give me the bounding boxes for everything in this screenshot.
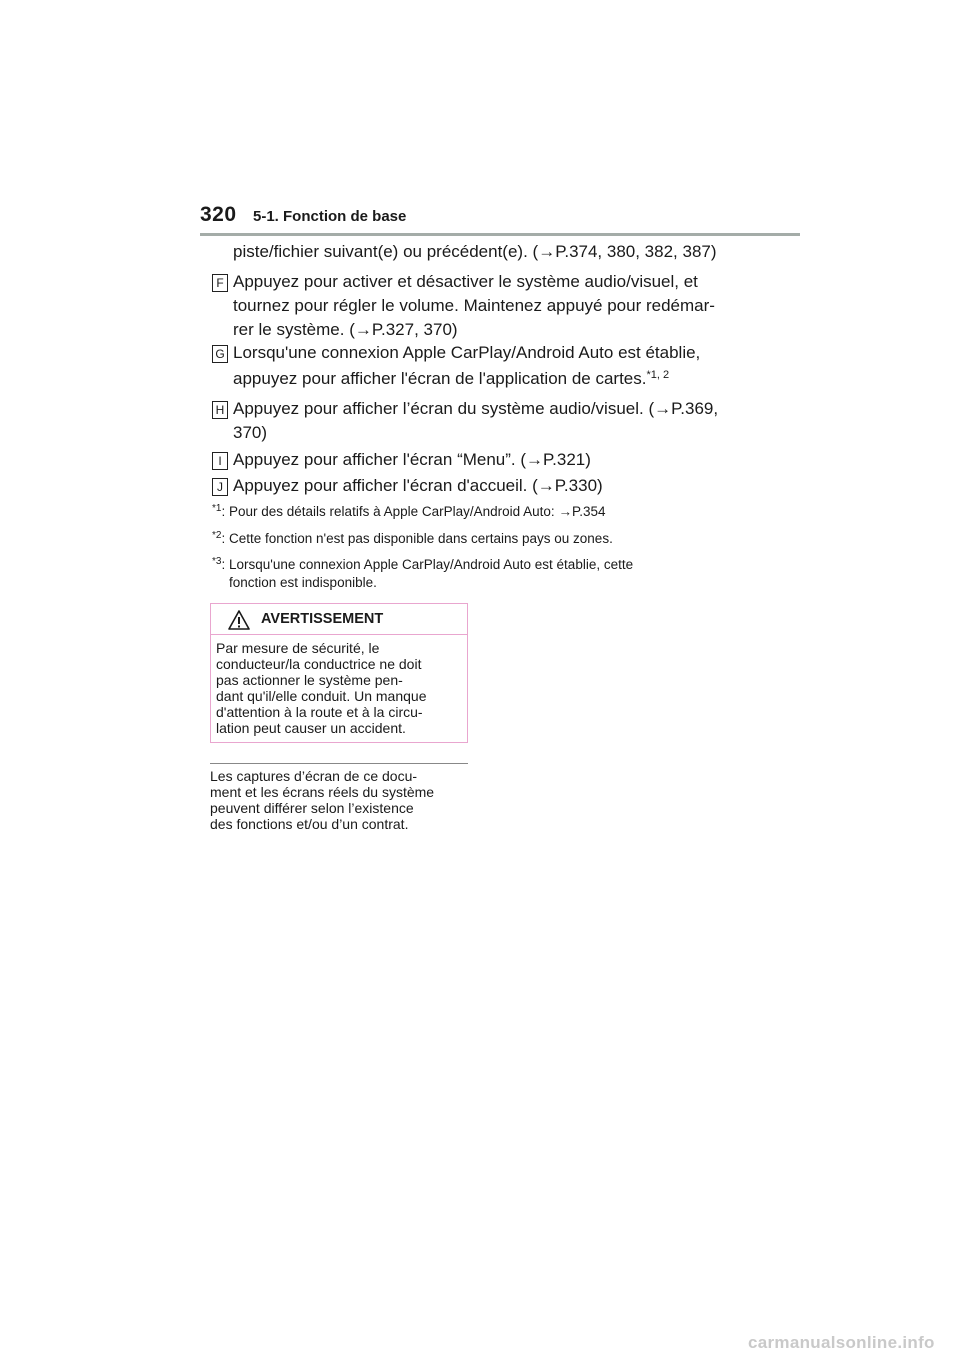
item-f-line-3: rer le système. (→P.327, 370) xyxy=(233,320,458,339)
item-label-h: H xyxy=(212,401,228,419)
continuation-text: piste/fichier suivant(e) ou précédent(e). (→P.374, 380, 382, 387) xyxy=(233,242,717,261)
item-f-line-2: tournez pour régler le volume. Maintenez appuyé pour redémar- xyxy=(233,296,715,315)
footnote-mark-2: $^{*2}$: xyxy=(212,530,226,546)
footnote-text-1 xyxy=(229,503,739,521)
footnote-text-2 xyxy=(229,530,739,548)
item-text-i xyxy=(233,448,763,472)
footnote-reference: *1, 2 xyxy=(646,369,670,381)
warning-triangle-icon xyxy=(228,610,250,630)
footnote-3-line-2: fonction est indisponible. xyxy=(229,575,377,590)
item-text-f xyxy=(233,270,763,342)
item-h-line-2: 370) xyxy=(233,423,268,442)
item-j-line-1: Appuyez pour afficher l'écran d'accueil. (→P.330) xyxy=(233,476,603,495)
warning-line-2: conducteur/la conductrice ne doit xyxy=(216,656,422,672)
item-g-line-2: appuyez pour afficher l'écran de l'application de cartes. xyxy=(233,369,647,388)
footnote-1-line-1: Pour des détails relatifs à Apple CarPlay/Android Auto: →P.354 xyxy=(229,504,606,519)
footnote-text-3 xyxy=(229,556,739,592)
footnote-3-line-1: Lorsqu'une connexion Apple CarPlay/Android Auto est établie, cette xyxy=(229,557,634,572)
note-line-2: ment et les écrans réels du système xyxy=(210,784,435,800)
note-text xyxy=(210,768,470,832)
warning-line-5: d'attention à la route et à la circu- xyxy=(216,704,423,720)
footnote-mark-3: $^{*3}$: xyxy=(212,556,226,572)
item-i-line-1: Appuyez pour afficher l'écran “Menu”. (→P.321) xyxy=(233,450,591,469)
footnote-mark-1: $^{*1}$: xyxy=(212,503,226,519)
item-text-h xyxy=(233,397,763,445)
item-h-line-1: Appuyez pour afficher l’écran du système audio/visuel. (→P.369, xyxy=(233,399,719,418)
warning-line-1: Par mesure de sécurité, le xyxy=(216,640,380,656)
footnote-2-line-1: Cette fonction n'est pas disponible dans certains pays ou zones. xyxy=(229,531,613,546)
item-label-i: I xyxy=(212,452,228,470)
item-g-line-2-wrap xyxy=(233,367,763,393)
warning-header xyxy=(211,604,467,635)
warning-text xyxy=(216,640,464,736)
page-header xyxy=(200,203,800,233)
header-divider xyxy=(200,233,800,236)
item-label-j: J xyxy=(212,478,228,496)
item-label-g: G xyxy=(212,345,228,363)
warning-line-6: lation peut causer un accident. xyxy=(216,720,406,736)
note-line-3: peuvent différer selon l’existence xyxy=(210,800,414,816)
note-divider xyxy=(210,763,468,764)
item-f-line-1: Appuyez pour activer et désactiver le système audio/visuel, et xyxy=(233,272,698,291)
watermark: carmanualsonline.info xyxy=(748,1333,935,1352)
item-g-line-1: Lorsqu'une connexion Apple CarPlay/Android Auto est établie, xyxy=(233,343,701,362)
footnote-mark-3-text: *3 xyxy=(212,556,222,567)
item-label-f: F xyxy=(212,274,228,292)
warning-title: AVERTISSEMENT xyxy=(261,611,384,627)
note-line-4: des fonctions et/ou d’un contrat. xyxy=(210,816,409,832)
section-title: 5-1. Fonction de base xyxy=(253,208,407,225)
item-text-j xyxy=(233,474,763,498)
warning-line-4: dant qu'il/elle conduit. Un manque xyxy=(216,688,427,704)
item-text-g xyxy=(233,341,763,393)
page-number: 320 xyxy=(200,203,237,226)
note-line-1: Les captures d’écran de ce docu- xyxy=(210,768,418,784)
warning-line-3: pas actionner le système pen- xyxy=(216,672,403,688)
warning-box xyxy=(210,603,468,743)
footnote-mark-2-text: *2 xyxy=(212,530,222,541)
footnote-mark-1-text: *1 xyxy=(212,503,222,514)
